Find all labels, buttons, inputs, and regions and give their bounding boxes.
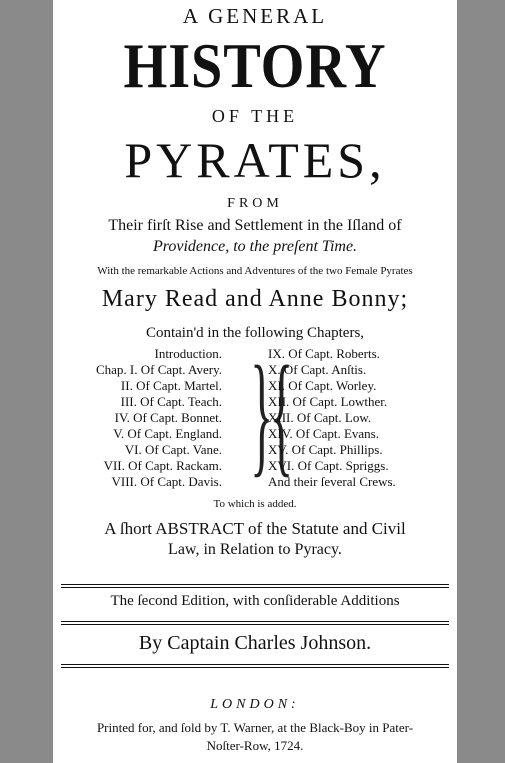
chapter-entry: XI. Of Capt. Worley. — [268, 378, 377, 393]
title-line-pyrates: PYRATES, — [124, 132, 386, 188]
addendum-line-1: A ſhort ABSTRACT of the Statute and Civil — [104, 519, 406, 538]
chapter-entry: V. Of Capt. England. — [113, 426, 222, 441]
chapter-entry: XII. Of Capt. Lowther. — [268, 394, 388, 409]
subtitle-line-1: Their firſt Rise and Settlement in the Iſland of — [108, 217, 402, 234]
title-line-history: HISTORY — [123, 30, 387, 101]
chapter-entry: III. Of Capt. Teach. — [120, 394, 222, 409]
chapter-entry: II. Of Capt. Martel. — [120, 378, 222, 393]
chapter-entry: XIV. Of Capt. Evans. — [268, 426, 379, 441]
chapter-entry: IX. Of Capt. Roberts. — [268, 346, 380, 361]
subtitle-from: FROM — [227, 196, 283, 211]
chapter-entry: XIII. Of Capt. Low. — [268, 410, 372, 425]
divider-rule — [61, 667, 449, 668]
right-brace-ornament: { — [270, 339, 294, 489]
divider-rule — [61, 621, 449, 622]
left-brace-ornament: } — [250, 339, 274, 489]
imprint-line-2: Noſter-Row, 1724. — [206, 738, 304, 753]
chapter-entry: VI. Of Capt. Vane. — [124, 442, 222, 457]
imprint-place: LONDON: — [210, 697, 300, 712]
addendum-line-2: Law, in Relation to Pyracy. — [168, 541, 342, 558]
divider-rule — [61, 624, 449, 625]
chapter-entry: And their ſeveral Crews. — [268, 474, 396, 489]
title-line-of-the: OF THE — [211, 106, 299, 126]
addendum-intro: To which is added. — [213, 498, 297, 510]
chapter-entry: X. Of Capt. Anſtis. — [268, 362, 367, 377]
title-page — [53, 0, 457, 763]
subtitle-line-2: Providence, to the preſent Time. — [152, 238, 358, 255]
author-line: By Captain Charles Johnson. — [138, 632, 372, 654]
divider-rule — [61, 587, 449, 588]
chapter-entry: XVI. Of Capt. Spriggs. — [268, 458, 389, 473]
edition-note: The ſecond Edition, with conſiderable Additions — [110, 593, 400, 609]
imprint-line-1: Printed for, and ſold by T. Warner, at the Black-Boy in Pater- — [96, 720, 414, 735]
contents-intro: Contain'd in the following Chapters, — [145, 325, 365, 341]
chapter-entry: Introduction. — [154, 346, 222, 361]
chapter-entry: Chap. I. Of Capt. Avery. — [95, 362, 222, 377]
chapter-entry: XV. Of Capt. Phillips. — [268, 442, 383, 457]
divider-rule — [61, 664, 449, 665]
female-pyrates-names: Mary Read and Anne Bonny; — [101, 286, 409, 312]
chapter-entry: IV. Of Capt. Bonnet. — [114, 410, 222, 425]
subtitle-line-3: With the remarkable Actions and Adventures of the two Female Pyrates — [97, 265, 413, 277]
chapter-entry: VII. Of Capt. Rackam. — [103, 458, 222, 473]
divider-rule — [61, 584, 449, 585]
title-line-a-general: A GENERAL — [182, 4, 328, 28]
chapter-entry: VIII. Of Capt. Davis. — [111, 474, 222, 489]
